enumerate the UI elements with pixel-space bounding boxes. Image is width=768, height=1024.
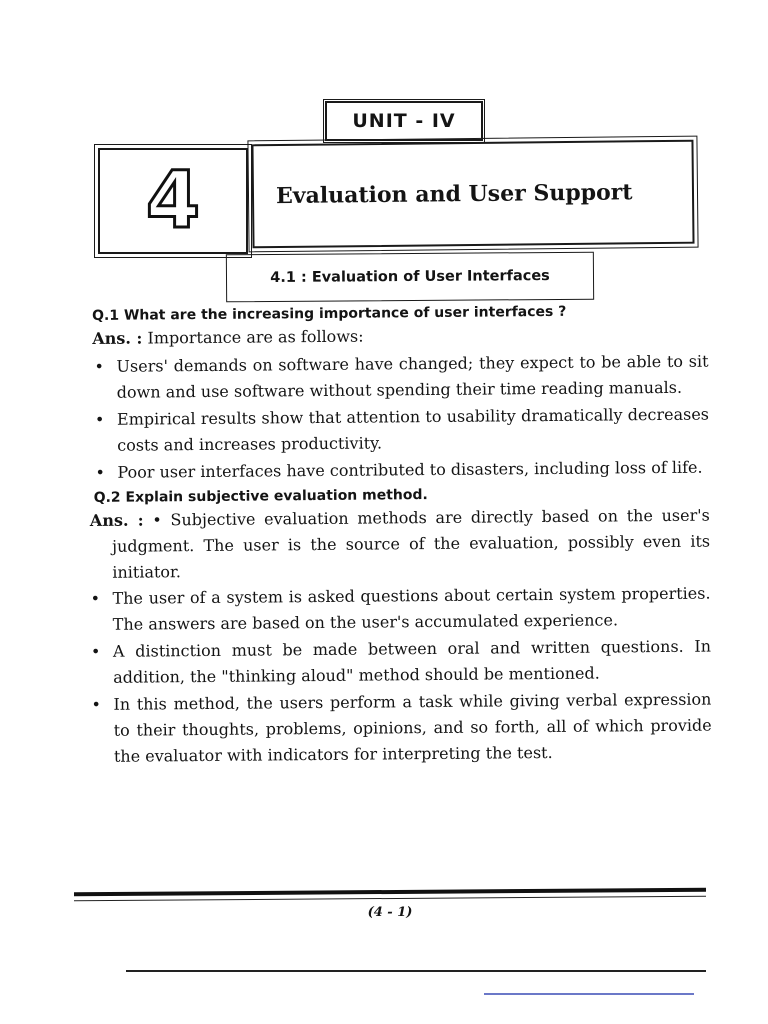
list-item: • The user of a system is asked questions about certain system properties. The answers are based on the user's accumulated experience. — [90, 581, 710, 638]
question-2: Q.2 Explain subjective evaluation method. — [93, 487, 428, 506]
answer-label: Ans. : — [89, 510, 144, 530]
list-item: • In this method, the users perform a task while giving verbal expression to their thoughts, problems, opinions, and so forth, all of which provide the evaluator with indicators for interpreting the test. — [91, 687, 712, 770]
answer-1 — [92, 321, 708, 352]
main-content — [88, 303, 712, 771]
section-title-box — [226, 252, 594, 303]
answer-2-first: • Subjective evaluation methods are directly based on the user's judgment. The user is the source of the evaluation, possibly even its initiator. — [111, 505, 711, 582]
question-1: Q.1 What are the increasing importance of user interfaces ? — [91, 303, 567, 324]
bottom-rule — [126, 970, 706, 972]
answer-intro: Importance are as follows: — [147, 326, 364, 348]
list-item: • Users' demands on software have changed; they expect to be able to sit down and use software without spending their time reading manuals. — [88, 349, 708, 406]
answer-2-list — [90, 581, 712, 770]
answer-label: Ans. : — [92, 328, 143, 348]
blue-underline — [484, 993, 694, 995]
answer-1-list — [88, 349, 709, 486]
chapter-title: Evaluation and User Support — [275, 179, 633, 210]
footer-rule-thin — [74, 896, 706, 901]
unit-label-box — [325, 101, 483, 141]
unit-label: UNIT - IV — [352, 110, 456, 132]
section-title: 4.1 : Evaluation of User Interfaces — [270, 268, 550, 286]
list-item: • Empirical results show that attention to usability dramatically decreases costs and increases productivity. — [89, 402, 709, 459]
chapter-number: 4 — [145, 156, 201, 246]
list-item: • Poor user interfaces have contributed to disasters, including loss of life. — [89, 455, 709, 486]
page-number: (4 - 1) — [367, 905, 413, 920]
list-item: • A distinction must be made between oral and written questions. In addition, the "thinking aloud" method should be mentioned. — [91, 634, 711, 691]
footer-rule-thick — [74, 888, 706, 896]
answer-2 — [90, 503, 711, 586]
chapter-number-box — [98, 148, 248, 254]
chapter-title-box — [251, 140, 694, 249]
